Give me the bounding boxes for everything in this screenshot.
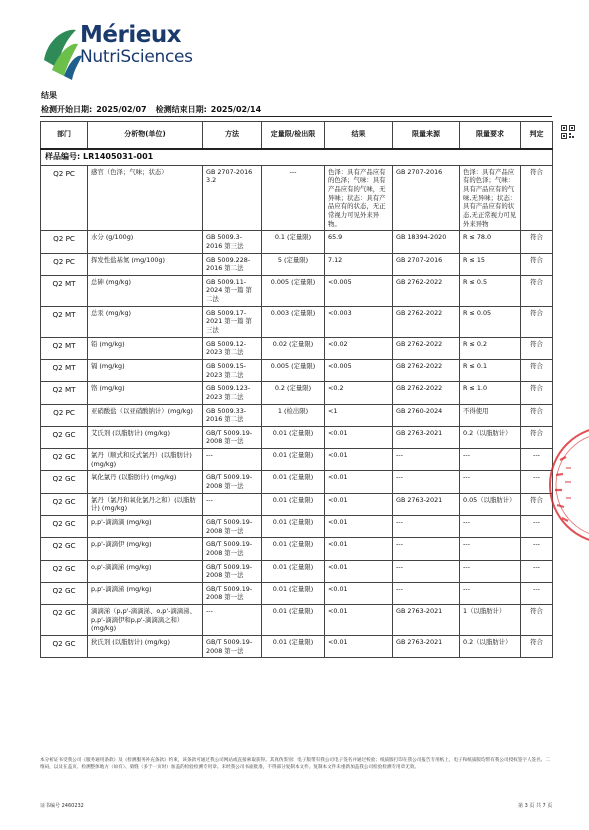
result-cell: <0.01 (325, 635, 393, 657)
requirement-cell: 1（以脂肪计） (460, 605, 521, 636)
dept-cell: Q2 PC (41, 404, 88, 426)
source-cell: --- (393, 449, 460, 471)
requirement-cell: R ≤ 78.0 (460, 231, 521, 253)
loq-cell: --- (262, 165, 325, 230)
dept-cell: Q2 MT (41, 306, 88, 337)
verdict-cell: 符合 (521, 337, 553, 359)
end-date-label: 检测结束日期: (155, 105, 207, 114)
source-cell: GB 2760-2024 (393, 404, 460, 426)
requirement-cell: 色泽：具有产品应有的色泽；气味：具有产品应有的气味,无异味；状态：具有产品应有的状态,无正常视力可见外来异物 (460, 165, 521, 230)
loq-cell: 0.01 (定量限) (262, 582, 325, 604)
analyte-cell: 氯丹（顺式和反式氯丹）(以脂肪计) (mg/kg) (88, 449, 203, 471)
col-header-verdict: 判定 (521, 122, 553, 150)
source-cell: GB 2762-2022 (393, 337, 460, 359)
result-cell: <0.005 (325, 359, 393, 381)
loq-cell: 0.003 (定量限) (262, 306, 325, 337)
loq-cell: 0.01 (定量限) (262, 605, 325, 636)
analyte-cell: 铬 (mg/kg) (88, 382, 203, 404)
source-cell: --- (393, 515, 460, 537)
sample-id-label: 样品编号: (45, 152, 81, 161)
table-row (41, 449, 553, 471)
analyte-cell: p,p'-滴滴涕 (mg/kg) (88, 582, 203, 604)
analyte-cell: 感官（色泽；气味；状态） (88, 165, 203, 230)
method-cell: GB/T 5009.19-2008 第一法 (203, 560, 262, 582)
table-row (41, 165, 553, 230)
header-rule (40, 116, 552, 117)
requirement-cell: 0.2（以脂肪计） (460, 635, 521, 657)
result-cell: 色泽：具有产品应有的色泽；气味：具有产品应有的气味，无异味；状态：具有产品应有的状态，无正常视力可见外来异物。 (325, 165, 393, 230)
analyte-cell: 挥发性盐基氮 (mg/100g) (88, 253, 203, 275)
analyte-cell: 氯丹（氯丹和氧化氯丹之和）(以脂肪计) (mg/kg) (88, 493, 203, 515)
loq-cell: 0.02 (定量限) (262, 337, 325, 359)
verdict-cell: 符合 (521, 493, 553, 515)
dept-cell: Q2 GC (41, 538, 88, 560)
result-cell: <0.01 (325, 426, 393, 448)
loq-cell: 0.01 (定量限) (262, 449, 325, 471)
result-cell: <0.2 (325, 382, 393, 404)
requirement-cell: --- (460, 515, 521, 537)
analyte-cell: 水分 (g/100g) (88, 231, 203, 253)
result-cell: <0.01 (325, 560, 393, 582)
analyte-cell: 铅 (mg/kg) (88, 337, 203, 359)
requirement-cell: R ≤ 0.05 (460, 306, 521, 337)
source-cell: GB 18394-2020 (393, 231, 460, 253)
requirement-cell: --- (460, 560, 521, 582)
verdict-cell: 符合 (521, 253, 553, 275)
source-cell: GB 2763-2021 (393, 426, 460, 448)
dept-cell: Q2 PC (41, 253, 88, 275)
verdict-cell: 符合 (521, 426, 553, 448)
verdict-cell: --- (521, 582, 553, 604)
dept-cell: Q2 GC (41, 582, 88, 604)
test-dates (41, 104, 265, 115)
source-cell: GB 2762-2022 (393, 306, 460, 337)
analyte-cell: 镉 (mg/kg) (88, 359, 203, 381)
source-cell: GB 2707-2016 (393, 253, 460, 275)
table-row (41, 426, 553, 448)
verdict-cell: --- (521, 538, 553, 560)
table-row (41, 635, 553, 657)
source-cell: GB 2707-2016 (393, 165, 460, 230)
verdict-cell: 符合 (521, 306, 553, 337)
analyte-cell: 总砷 (mg/kg) (88, 275, 203, 306)
disclaimer-text: 本分析证书受我公司《服务通用条款》及《检测服务补充条款》约束，该条款可通过我公司网站或直接索取获得。其真伪鉴别：电子版带有我公司电子签名并通过校验；纸质版打印在我公司报告专用纸上，电子和纸质版均带有我公司授权签字人签名、二维码，以及在盖页、检测整体地方（如有）、骑缝（多于一页时）加盖的检验检测专用章。未经我公司书面批准，不得部分复制本文件。复制本文件未重新加盖我公司检验检测专用章无效。 (40, 758, 550, 770)
result-cell: <0.01 (325, 449, 393, 471)
result-cell: <0.01 (325, 493, 393, 515)
table-row (41, 382, 553, 404)
result-cell: 65.9 (325, 231, 393, 253)
start-date-label: 检测开始日期: (41, 105, 93, 114)
loq-cell: 0.01 (定量限) (262, 635, 325, 657)
result-cell: <0.003 (325, 306, 393, 337)
analyte-cell: 亚硝酸盐（以亚硝酸钠计）(mg/kg) (88, 404, 203, 426)
dept-cell: Q2 PC (41, 165, 88, 230)
requirement-cell: 0.05（以脂肪计） (460, 493, 521, 515)
table-row (41, 231, 553, 253)
result-cell: <0.005 (325, 275, 393, 306)
result-cell: <0.01 (325, 605, 393, 636)
col-header-analyte: 分析物(单位) (88, 122, 203, 150)
dept-cell: Q2 GC (41, 635, 88, 657)
loq-cell: 0.2 (定量限) (262, 382, 325, 404)
dept-cell: Q2 MT (41, 382, 88, 404)
table-row (41, 582, 553, 604)
source-cell: --- (393, 538, 460, 560)
verdict-cell: 符合 (521, 165, 553, 230)
source-cell: GB 2763-2021 (393, 635, 460, 657)
loq-cell: 0.01 (定量限) (262, 515, 325, 537)
dept-cell: Q2 GC (41, 471, 88, 493)
loq-cell: 0.01 (定量限) (262, 538, 325, 560)
requirement-cell: R ≤ 1.0 (460, 382, 521, 404)
analyte-cell: p,p'-滴滴伊 (mg/kg) (88, 538, 203, 560)
analyte-cell: 氧化氯丹 (以脂肪计) (mg/kg) (88, 471, 203, 493)
loq-cell: 0.01 (定量限) (262, 560, 325, 582)
requirement-cell: 0.2（以脂肪计） (460, 426, 521, 448)
result-cell: <0.02 (325, 337, 393, 359)
table-row (41, 493, 553, 515)
dept-cell: Q2 GC (41, 515, 88, 537)
method-cell: GB/T 5009.19-2008 第一法 (203, 426, 262, 448)
dept-cell: Q2 MT (41, 275, 88, 306)
dept-cell: Q2 GC (41, 605, 88, 636)
loq-cell: 0.005 (定量限) (262, 275, 325, 306)
result-cell: <0.01 (325, 471, 393, 493)
method-cell: GB/T 5009.19-2008 第一法 (203, 635, 262, 657)
method-cell: --- (203, 493, 262, 515)
result-cell: <0.01 (325, 582, 393, 604)
dept-cell: Q2 GC (41, 493, 88, 515)
logo-wordmark-sub: NutriSciences (80, 47, 193, 67)
loq-cell: 0.01 (定量限) (262, 471, 325, 493)
result-cell: <0.01 (325, 515, 393, 537)
results-table (40, 121, 553, 658)
verdict-cell: 符合 (521, 231, 553, 253)
table-row (41, 560, 553, 582)
source-cell: GB 2763-2021 (393, 493, 460, 515)
loq-cell: 0.01 (定量限) (262, 493, 325, 515)
analyte-cell: o,p'-滴滴涕 (mg/kg) (88, 560, 203, 582)
method-cell: GB 5009.15-2023 第二法 (203, 359, 262, 381)
source-cell: --- (393, 560, 460, 582)
loq-cell: 0.1 (定量限) (262, 231, 325, 253)
table-row (41, 605, 553, 636)
method-cell: GB 5009.3-2016 第三法 (203, 231, 262, 253)
requirement-cell: --- (460, 582, 521, 604)
verdict-cell: 符合 (521, 382, 553, 404)
method-cell: --- (203, 449, 262, 471)
col-header-method: 方法 (203, 122, 262, 150)
verdict-cell: --- (521, 560, 553, 582)
analyte-cell: 狄氏剂 (以脂肪计) (mg/kg) (88, 635, 203, 657)
official-seal (546, 420, 589, 550)
table-row (41, 515, 553, 537)
verdict-cell: --- (521, 515, 553, 537)
requirement-cell: --- (460, 471, 521, 493)
dept-cell: Q2 GC (41, 426, 88, 448)
certificate-number: 证书编号 2460232 (40, 803, 84, 809)
col-header-source: 限量来源 (393, 122, 460, 150)
loq-cell: 0.01 (定量限) (262, 426, 325, 448)
source-cell: GB 2763-2021 (393, 605, 460, 636)
verdict-cell: 符合 (521, 605, 553, 636)
section-title: 结果 (41, 91, 57, 100)
source-cell: GB 2762-2022 (393, 275, 460, 306)
method-cell: GB/T 5009.19-2008 第一法 (203, 538, 262, 560)
sample-id-row (41, 149, 553, 165)
method-cell: GB 5009.17-2021 第一篇 第三法 (203, 306, 262, 337)
method-cell: GB/T 5009.19-2008 第一法 (203, 582, 262, 604)
col-header-dept: 部门 (41, 122, 88, 150)
source-cell: GB 2762-2022 (393, 382, 460, 404)
requirement-cell: R ≤ 0.2 (460, 337, 521, 359)
requirement-cell: R ≤ 15 (460, 253, 521, 275)
end-date: 2025/02/14 (210, 105, 262, 114)
table-row (41, 471, 553, 493)
verdict-cell: 符合 (521, 404, 553, 426)
requirement-cell: R ≤ 0.5 (460, 275, 521, 306)
method-cell: GB 5009.123-2023 第二法 (203, 382, 262, 404)
verdict-cell: 符合 (521, 275, 553, 306)
col-header-requirement: 限量要求 (460, 122, 521, 150)
analyte-cell: 滴滴涕（p,p'-滴滴涕、o,p'-滴滴涕、p,p'-滴滴伊和p,p'-滴滴滴之和）(mg/kg) (88, 605, 203, 636)
start-date: 2025/02/07 (96, 105, 147, 114)
dept-cell: Q2 MT (41, 337, 88, 359)
dept-cell: Q2 GC (41, 560, 88, 582)
result-cell: <1 (325, 404, 393, 426)
verdict-cell: --- (521, 471, 553, 493)
method-cell: GB/T 5009.19-2008 第一法 (203, 515, 262, 537)
analyte-cell: 艾氏剂 (以脂肪计) (mg/kg) (88, 426, 203, 448)
verdict-cell: 符合 (521, 359, 553, 381)
analyte-cell: p,p'-滴滴滴 (mg/kg) (88, 515, 203, 537)
method-cell: GB 5009.228-2016 第二法 (203, 253, 262, 275)
method-cell: --- (203, 605, 262, 636)
dept-cell: Q2 PC (41, 231, 88, 253)
result-cell: 7.12 (325, 253, 393, 275)
verdict-cell: 符合 (521, 635, 553, 657)
dept-cell: Q2 MT (41, 359, 88, 381)
table-row (41, 253, 553, 275)
source-cell: --- (393, 582, 460, 604)
source-cell: --- (393, 471, 460, 493)
sample-id-cell (41, 149, 553, 165)
method-cell: GB 5009.11-2024 第一篇 第二法 (203, 275, 262, 306)
page-number: 第 3 页 共 7 页 (518, 803, 553, 809)
table-row (41, 359, 553, 381)
loq-cell: 0.005 (定量限) (262, 359, 325, 381)
loq-cell: 1 (检出限) (262, 404, 325, 426)
source-cell: GB 2762-2022 (393, 359, 460, 381)
table-header-row (41, 122, 553, 150)
method-cell: GB/T 5009.19-2008 第一法 (203, 471, 262, 493)
table-row (41, 404, 553, 426)
table-row (41, 337, 553, 359)
sample-id: LR1405031-001 (83, 152, 154, 161)
logo-wordmark: Mérieux (80, 22, 182, 48)
requirement-cell: --- (460, 538, 521, 560)
requirement-cell: R ≤ 0.1 (460, 359, 521, 381)
method-cell: GB 5009.33-2016 第二法 (203, 404, 262, 426)
dept-cell: Q2 GC (41, 449, 88, 471)
result-cell: <0.01 (325, 538, 393, 560)
loq-cell: 5 (定量限) (262, 253, 325, 275)
analyte-cell: 总汞 (mg/kg) (88, 306, 203, 337)
method-cell: GB 2707-2016 3.2 (203, 165, 262, 230)
verdict-cell: --- (521, 449, 553, 471)
requirement-cell: --- (460, 449, 521, 471)
table-row (41, 538, 553, 560)
method-cell: GB 5009.12-2023 第二法 (203, 337, 262, 359)
col-header-result: 结果 (325, 122, 393, 150)
col-header-loq: 定量限/检出限 (262, 122, 325, 150)
qr-code-icon[interactable] (561, 125, 575, 139)
table-row (41, 306, 553, 337)
requirement-cell: 不得使用 (460, 404, 521, 426)
table-row (41, 275, 553, 306)
